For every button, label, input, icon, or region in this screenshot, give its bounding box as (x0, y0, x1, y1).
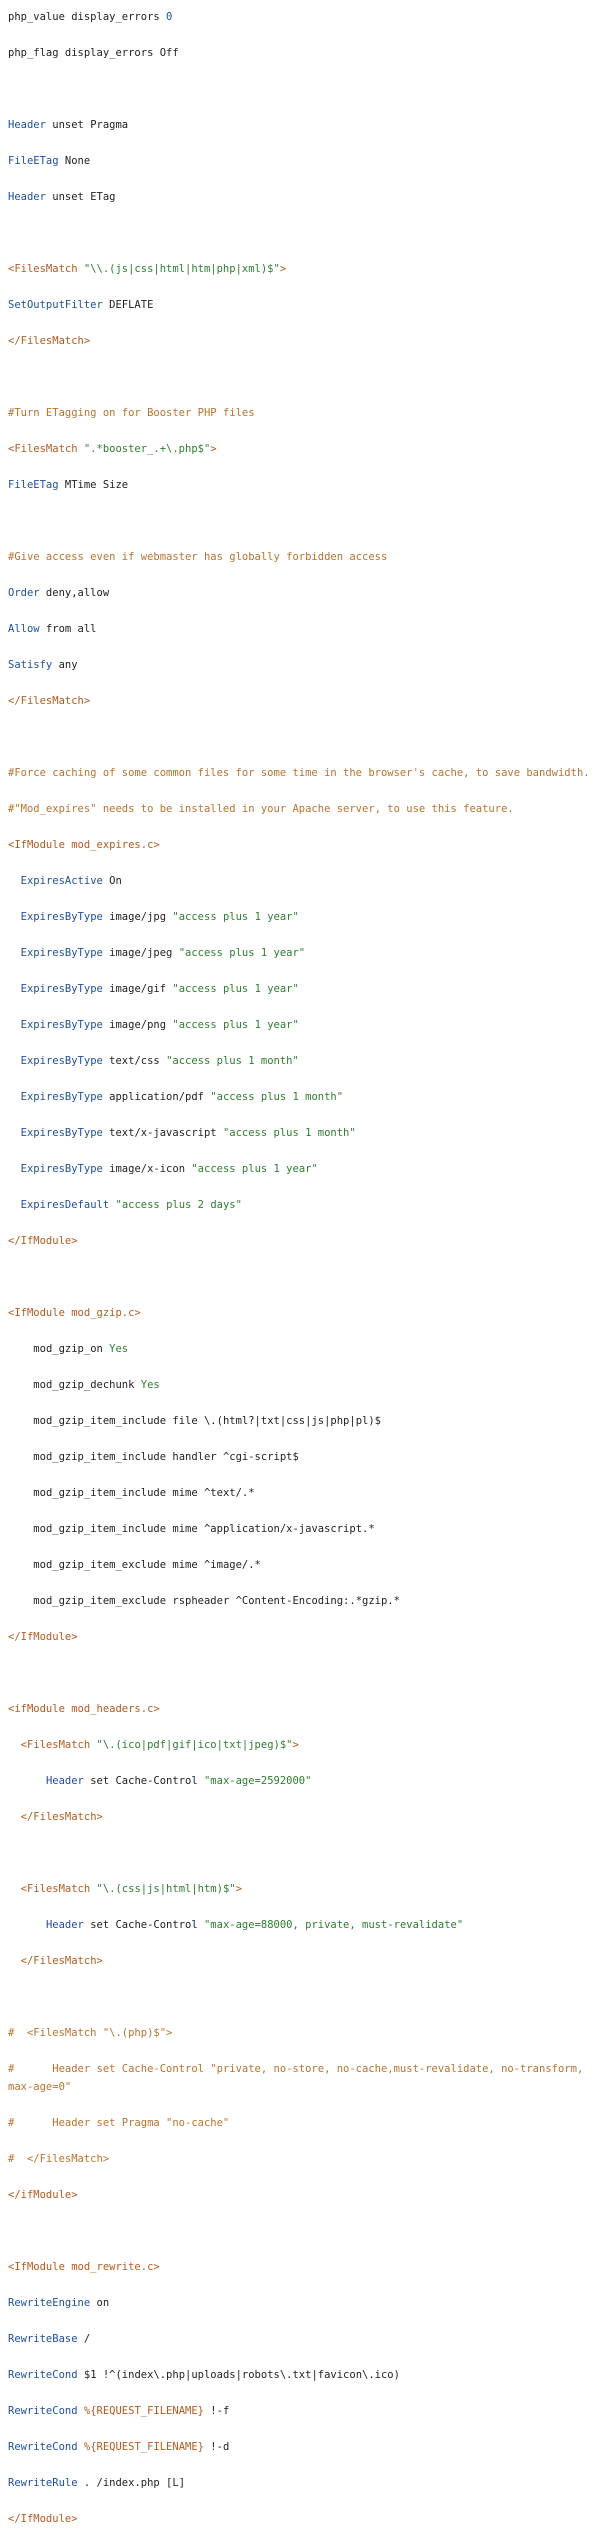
code-line (8, 1052, 592, 1070)
section-tag: <FilesMatch (8, 263, 84, 275)
directive-keyword: FileETag (8, 479, 59, 491)
code-line (8, 1268, 592, 1286)
code-line (8, 872, 592, 890)
code-line (8, 1520, 592, 1538)
code-line (8, 260, 592, 278)
directive-keyword: SetOutputFilter (8, 299, 103, 311)
directive-keyword: Header (8, 191, 46, 203)
code-line (8, 440, 592, 458)
code-token (8, 1919, 46, 1931)
section-tag: </IfModule> (8, 1235, 78, 1247)
code-line (8, 2438, 592, 2456)
code-line (8, 80, 592, 98)
string-literal: ".*booster_.+\.php$" (83, 443, 211, 455)
string-literal: "access plus 1 month" (210, 1091, 344, 1103)
code-line (8, 2366, 592, 2384)
code-token: unset ETag (45, 191, 116, 203)
code-token (8, 1775, 46, 1787)
code-line (8, 1556, 592, 1574)
code-token (8, 911, 21, 923)
directive-keyword: ExpiresDefault (20, 1199, 110, 1211)
code-line (8, 224, 592, 242)
string-literal: "access plus 1 year" (172, 983, 299, 995)
code-line (8, 1844, 592, 1862)
section-tag: </FilesMatch> (8, 1955, 103, 1967)
comment-text: #"Mod_expires" needs to be installed in your Apache server, to use this feature. (8, 803, 514, 815)
code-token: / (77, 2333, 91, 2345)
code-line (8, 2222, 592, 2240)
code-token: mod_gzip_dechunk (8, 1379, 141, 1391)
string-literal: "access plus 1 year" (191, 1163, 318, 1175)
code-token: image/jpg (102, 911, 173, 923)
directive-keyword: RewriteEngine (8, 2297, 91, 2309)
code-token (8, 1199, 21, 1211)
code-token: image/jpeg (102, 947, 179, 959)
comment-text: #Turn ETagging on for Booster PHP files (8, 407, 255, 419)
section-tag: </ifModule> (8, 2189, 78, 2201)
code-token: MTime Size (58, 479, 129, 491)
directive-keyword: RewriteCond (8, 2405, 78, 2417)
code-token: mod_gzip_on (8, 1343, 110, 1355)
code-token (8, 1163, 21, 1175)
string-literal: "access plus 1 year" (172, 911, 299, 923)
section-tag: > (235, 1883, 242, 1895)
code-line (8, 332, 592, 350)
section-tag: </FilesMatch> (8, 1811, 103, 1823)
code-token: php_value display_errors (8, 11, 167, 23)
code-token: image/gif (102, 983, 173, 995)
directive-keyword: ExpiresActive (20, 875, 103, 887)
string-literal: "max-age=88000, private, must-revalidate" (203, 1919, 464, 1931)
code-line (8, 1304, 592, 1322)
code-token: set Cache-Control (83, 1919, 204, 1931)
code-line (8, 1088, 592, 1106)
code-line (8, 2114, 592, 2132)
code-line (8, 692, 592, 710)
comment-text: #Force caching of some common files for some time in the browser's cache, to save bandwidth. (8, 767, 590, 779)
code-token (8, 875, 21, 887)
directive-keyword: Header (8, 119, 46, 131)
comment-text: #Give access even if webmaster has globally forbidden access (8, 551, 388, 563)
section-tag: <IfModule mod_gzip.c> (8, 1307, 141, 1319)
code-line (8, 476, 592, 494)
code-token: set Cache-Control (83, 1775, 204, 1787)
number-literal: 0 (166, 11, 173, 23)
directive-keyword: RewriteBase (8, 2333, 78, 2345)
code-line (8, 188, 592, 206)
section-tag: %{REQUEST_FILENAME} (77, 2441, 204, 2453)
directive-keyword: RewriteCond (8, 2369, 78, 2381)
code-line (8, 836, 592, 854)
code-line (8, 1880, 592, 1898)
code-line (8, 2510, 592, 2528)
section-tag: </IfModule> (8, 2513, 78, 2525)
string-literal: "max-age=2592000" (203, 1775, 312, 1787)
directive-keyword: RewriteCond (8, 2441, 78, 2453)
code-token: unset Pragma (45, 119, 129, 131)
comment-text: # Header set Pragma "no-cache" (8, 2117, 230, 2129)
code-line (8, 728, 592, 746)
directive-keyword: Allow (8, 623, 40, 635)
code-line (8, 1376, 592, 1394)
directive-keyword: ExpiresByType (20, 1163, 103, 1175)
directive-keyword: ExpiresByType (20, 947, 103, 959)
code-token: mod_gzip_item_exclude rspheader ^Content-Encoding:.*gzip.* (8, 1595, 400, 1607)
code-line (8, 116, 592, 134)
code-token: text/x-javascript (102, 1127, 223, 1139)
directive-keyword: Header (45, 1775, 84, 1787)
section-tag: > (292, 1739, 299, 1751)
section-tag: <IfModule mod_expires.c> (8, 839, 160, 851)
code-line (8, 1448, 592, 1466)
code-token: text/css (102, 1055, 167, 1067)
string-literal: "access plus 1 year" (178, 947, 306, 959)
section-tag: </IfModule> (8, 1631, 78, 1643)
code-line (8, 980, 592, 998)
code-line (8, 2150, 592, 2168)
code-token: None (58, 155, 91, 167)
code-line (8, 2402, 592, 2420)
code-token: deny,allow (39, 587, 110, 599)
code-line (8, 1952, 592, 1970)
code-line (8, 1124, 592, 1142)
code-token: !-f (203, 2405, 230, 2417)
comment-text: # Header set Cache-Control "private, no-store, no-cache,must-revalidate, no-transform, max-age=0" (8, 2063, 590, 2093)
directive-keyword: Header (45, 1919, 84, 1931)
code-line (8, 2060, 592, 2096)
code-line (8, 1412, 592, 1430)
code-line (8, 1808, 592, 1826)
code-line (8, 512, 592, 530)
directive-keyword: ExpiresByType (20, 911, 103, 923)
code-token: mod_gzip_item_exclude mime ^image/.* (8, 1559, 261, 1571)
code-token: DEFLATE (102, 299, 154, 311)
string-literal: "\.(css|js|html|htm)$" (96, 1883, 236, 1895)
section-tag: </FilesMatch> (8, 335, 91, 347)
code-line (8, 656, 592, 674)
code-token: mod_gzip_item_include mime ^text/.* (8, 1487, 255, 1499)
string-literal: "access plus 1 year" (172, 1019, 299, 1031)
code-token (8, 1127, 21, 1139)
code-line (8, 44, 592, 62)
code-token: image/png (102, 1019, 173, 1031)
code-token (8, 1055, 21, 1067)
string-literal: "access plus 1 month" (166, 1055, 299, 1067)
directive-keyword: ExpiresByType (20, 1055, 103, 1067)
code-line (8, 8, 592, 26)
code-token: mod_gzip_item_include mime ^application/x-javascript.* (8, 1523, 375, 1535)
string-literal: Yes (140, 1379, 160, 1391)
code-line (8, 296, 592, 314)
code-token (8, 1019, 21, 1031)
section-tag: <ifModule mod_headers.c> (8, 1703, 160, 1715)
string-literal: "\\.(js|css|html|htm|php|xml)$" (83, 263, 280, 275)
code-token: php_flag display_errors Off (8, 47, 179, 59)
code-line (8, 404, 592, 422)
code-line (8, 908, 592, 926)
code-line (8, 2186, 592, 2204)
directive-keyword: ExpiresByType (20, 1127, 103, 1139)
section-tag: > (210, 443, 217, 455)
code-line (8, 1592, 592, 1610)
code-line (8, 2258, 592, 2276)
code-token: image/x-icon (102, 1163, 192, 1175)
code-line (8, 2330, 592, 2348)
section-tag: <IfModule mod_rewrite.c> (8, 2261, 160, 2273)
directive-keyword: Satisfy (8, 659, 53, 671)
code-line (8, 2024, 592, 2042)
code-line (8, 1160, 592, 1178)
code-line (8, 1232, 592, 1250)
code-line (8, 2474, 592, 2492)
code-line (8, 584, 592, 602)
section-tag: %{REQUEST_FILENAME} (77, 2405, 204, 2417)
code-line (8, 1664, 592, 1682)
directive-keyword: ExpiresByType (20, 1019, 103, 1031)
code-line (8, 368, 592, 386)
code-line (8, 152, 592, 170)
string-literal: "access plus 2 days" (115, 1199, 242, 1211)
string-literal: Yes (109, 1343, 129, 1355)
code-line (8, 1772, 592, 1790)
code-token: on (90, 2297, 110, 2309)
code-line (8, 1700, 592, 1718)
code-line (8, 620, 592, 638)
code-token (8, 1091, 21, 1103)
code-line (8, 1916, 592, 1934)
directive-keyword: ExpiresByType (20, 983, 103, 995)
section-tag: > (279, 263, 287, 275)
directive-keyword: ExpiresByType (20, 1091, 103, 1103)
comment-text: # <FilesMatch "\.(php)$"> (8, 2027, 173, 2039)
string-literal: "\.(ico|pdf|gif|ico|txt|jpeg)$" (96, 1739, 293, 1751)
code-token: . /index.php [L] (77, 2477, 186, 2489)
section-tag: <FilesMatch (8, 1883, 97, 1895)
code-line (8, 1016, 592, 1034)
section-tag: <FilesMatch (8, 1739, 97, 1751)
code-line (8, 1196, 592, 1214)
code-line (8, 800, 592, 818)
code-line (8, 1484, 592, 1502)
code-token: application/pdf (102, 1091, 211, 1103)
comment-text: # </FilesMatch> (8, 2153, 110, 2165)
directive-keyword: RewriteRule (8, 2477, 78, 2489)
code-line (8, 944, 592, 962)
code-token (8, 983, 21, 995)
code-token (8, 947, 21, 959)
string-literal: "access plus 1 month" (222, 1127, 356, 1139)
directive-keyword: Order (8, 587, 40, 599)
code-line (8, 1988, 592, 2006)
code-line (8, 1736, 592, 1754)
code-token: from all (39, 623, 97, 635)
section-tag: <FilesMatch (8, 443, 84, 455)
section-tag: </FilesMatch> (8, 695, 91, 707)
code-token: On (102, 875, 122, 887)
code-token: any (52, 659, 78, 671)
code-line (8, 764, 592, 782)
directive-keyword: FileETag (8, 155, 59, 167)
code-token: $1 !^(index\.php|uploads|robots\.txt|favicon\.ico) (77, 2369, 400, 2381)
code-token: !-d (203, 2441, 230, 2453)
code-line (8, 1340, 592, 1358)
code-token: mod_gzip_item_include handler ^cgi-script$ (8, 1451, 299, 1463)
code-line (8, 548, 592, 566)
code-line (8, 1628, 592, 1646)
code-token: mod_gzip_item_include file \.(html?|txt|css|js|php|pl)$ (8, 1415, 381, 1427)
code-line (8, 2294, 592, 2312)
